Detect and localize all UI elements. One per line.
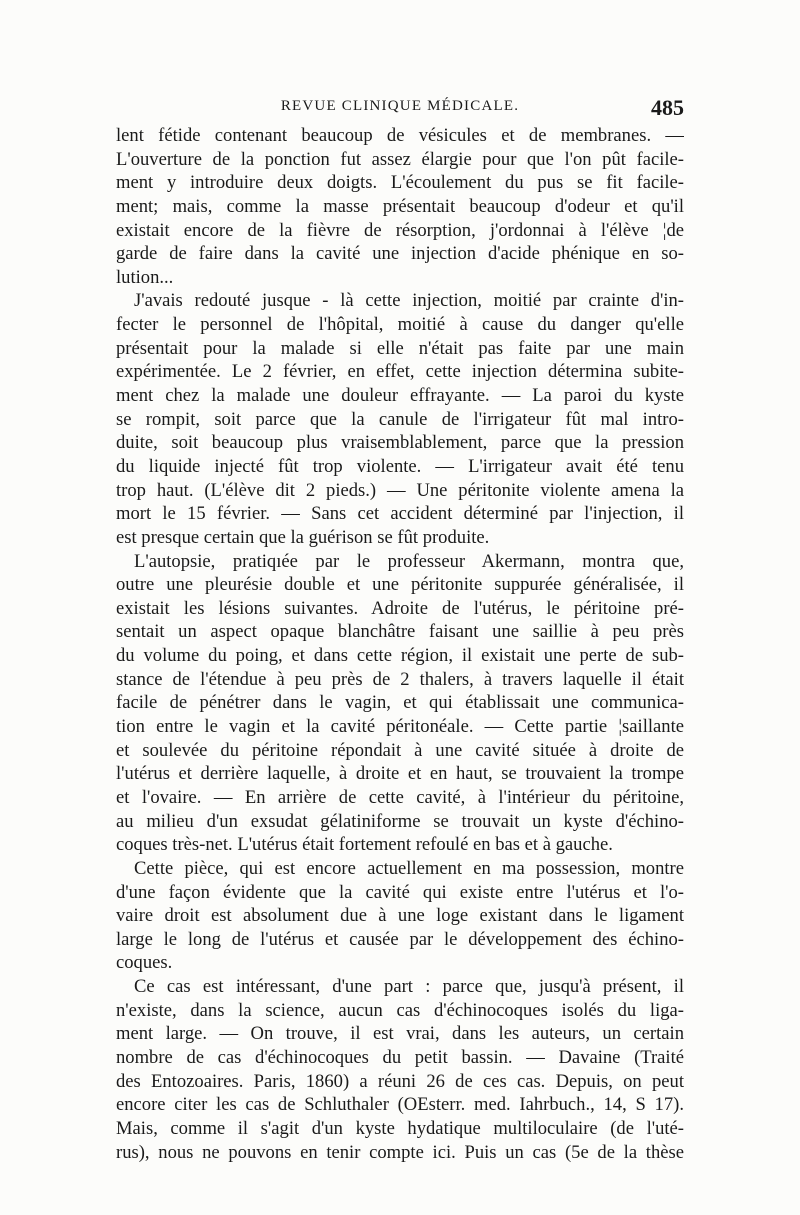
text-line: se rompit, soit parce que la canule de l'irrigateur fût mal intro- [116,408,684,430]
text-line: ment chez la malade une douleur effrayante. — La paroi du kyste [116,385,684,407]
page-number: 485 [651,95,684,120]
text-line: ment; mais, comme la masse présentait beaucoup d'odeur et qu'il [116,195,684,217]
text-line: facile de pénétrer dans le vagin, et qui établissait une communica- [116,692,684,714]
text-line: L'autopsie, pratiqıée par le professeur Akermann, montra que, [134,550,684,572]
text-line: ment large. — On trouve, il est vrai, dans les auteurs, un certain [116,1023,684,1045]
running-head [116,95,684,122]
text-line: Ce cas est intéressant, d'une part : parce que, jusqu'à présent, il [134,976,684,998]
text-line: lution... [116,266,174,288]
running-title: REVUE CLINIQUE MÉDICALE. [280,98,520,114]
text-line: et soulevée du péritoine répondait à une cavité située à droite de [116,739,684,761]
text-line: sentait un aspect opaque blanchâtre faisant une saillie à peu près [116,621,684,643]
text-line: fecter le personnel de l'hôpital, moitié à cause du danger qu'elle [116,314,684,336]
text-line: trop haut. (L'élève dit 2 pieds.) — Une péritonite violente amena la [116,479,684,501]
text-line: expérimentée. Le 2 février, en effet, cette injection détermina subite- [116,361,684,383]
text-line: stance de l'étendue à peu près de 2 thalers, à travers laquelle il était [116,668,684,690]
text-line: est presque certain que la guérison se fût produite. [116,526,490,548]
text-line: mort le 15 février. — Sans cet accident déterminé par l'injection, il [116,503,684,525]
text-line: n'existe, dans la science, aucun cas d'échinocoques isolés du liga- [116,999,684,1021]
text-line: coques. [116,952,173,974]
text-line: l'utérus et derrière laquelle, à droite et en haut, se trouvaient la trompe [116,763,684,785]
text-line: au milieu d'un exsudat gélatiniforme se trouvait un kyste d'échino- [116,810,684,832]
text-line: lent fétide contenant beaucoup de vésicules et de membranes. — [116,125,684,146]
text-line: vaire droit est absolument due à une loge existant dans le ligament [116,905,684,927]
text-line: du volume du poing, et dans cette région, il existait une perte de sub- [116,645,684,667]
text-line: du liquide injecté fût trop violente. — L'irrigateur avait été tenu [116,455,684,477]
text-line: coques très-net. L'utérus était fortement refoulé en bas et à gauche. [116,834,613,856]
text-line: encore citer les cas de Schluthaler (OEsterr. med. Iahrbuch., 14, S 17). [116,1094,684,1116]
text-line: Cette pièce, qui est encore actuellement en ma possession, montre [134,857,684,879]
text-line: présentait pour la malade si elle n'était pas faite par une main [116,337,684,359]
text-line: large le long de l'utérus et causée par le développement des échino- [116,928,684,950]
text-line: nombre de cas d'échinocoques du petit bassin. — Davaine (Traité [116,1046,684,1068]
text-line: outre une pleurésie double et une péritonite suppurée généralisée, il [116,574,684,596]
text-line: Mais, comme il s'agit d'un kyste hydatique multiloculaire (de l'uté- [116,1117,684,1139]
text-line: rus), nous ne pouvons en tenir compte ici. Puis un cas (5e de la thèse [116,1141,684,1163]
text-line: duite, soit beaucoup plus vraisemblablement, parce que la pression [116,432,684,454]
text-line: J'avais redouté jusque - là cette injection, moitié par crainte d'in- [134,290,684,312]
text-line: existait encore de la fièvre de résorption, j'ordonnai à l'élève ¦de [116,219,684,241]
text-line: ment y introduire deux doigts. L'écoulement du pus se fit facile- [116,172,684,194]
body-text [116,124,684,1164]
text-line: garde de faire dans la cavité une injection d'acide phénique en so- [116,243,684,265]
text-line: tion entre le vagin et la cavité péritonéale. — Cette partie ¦saillante [116,716,684,738]
text-line: des Entozoaires. Paris, 1860) a réuni 26 de ces cas. Depuis, on peut [116,1070,684,1092]
text-line: d'une façon évidente que la cavité qui existe entre l'utérus et l'o- [116,881,684,903]
text-line: et l'ovaire. — En arrière de cette cavité, à l'intérieur du péritoine, [116,786,684,808]
text-line: L'ouverture de la ponction fut assez élargie pour que l'on pût facile- [116,148,684,170]
text-line: existait les lésions suivantes. Adroite de l'utérus, le péritoine pré- [116,597,684,619]
